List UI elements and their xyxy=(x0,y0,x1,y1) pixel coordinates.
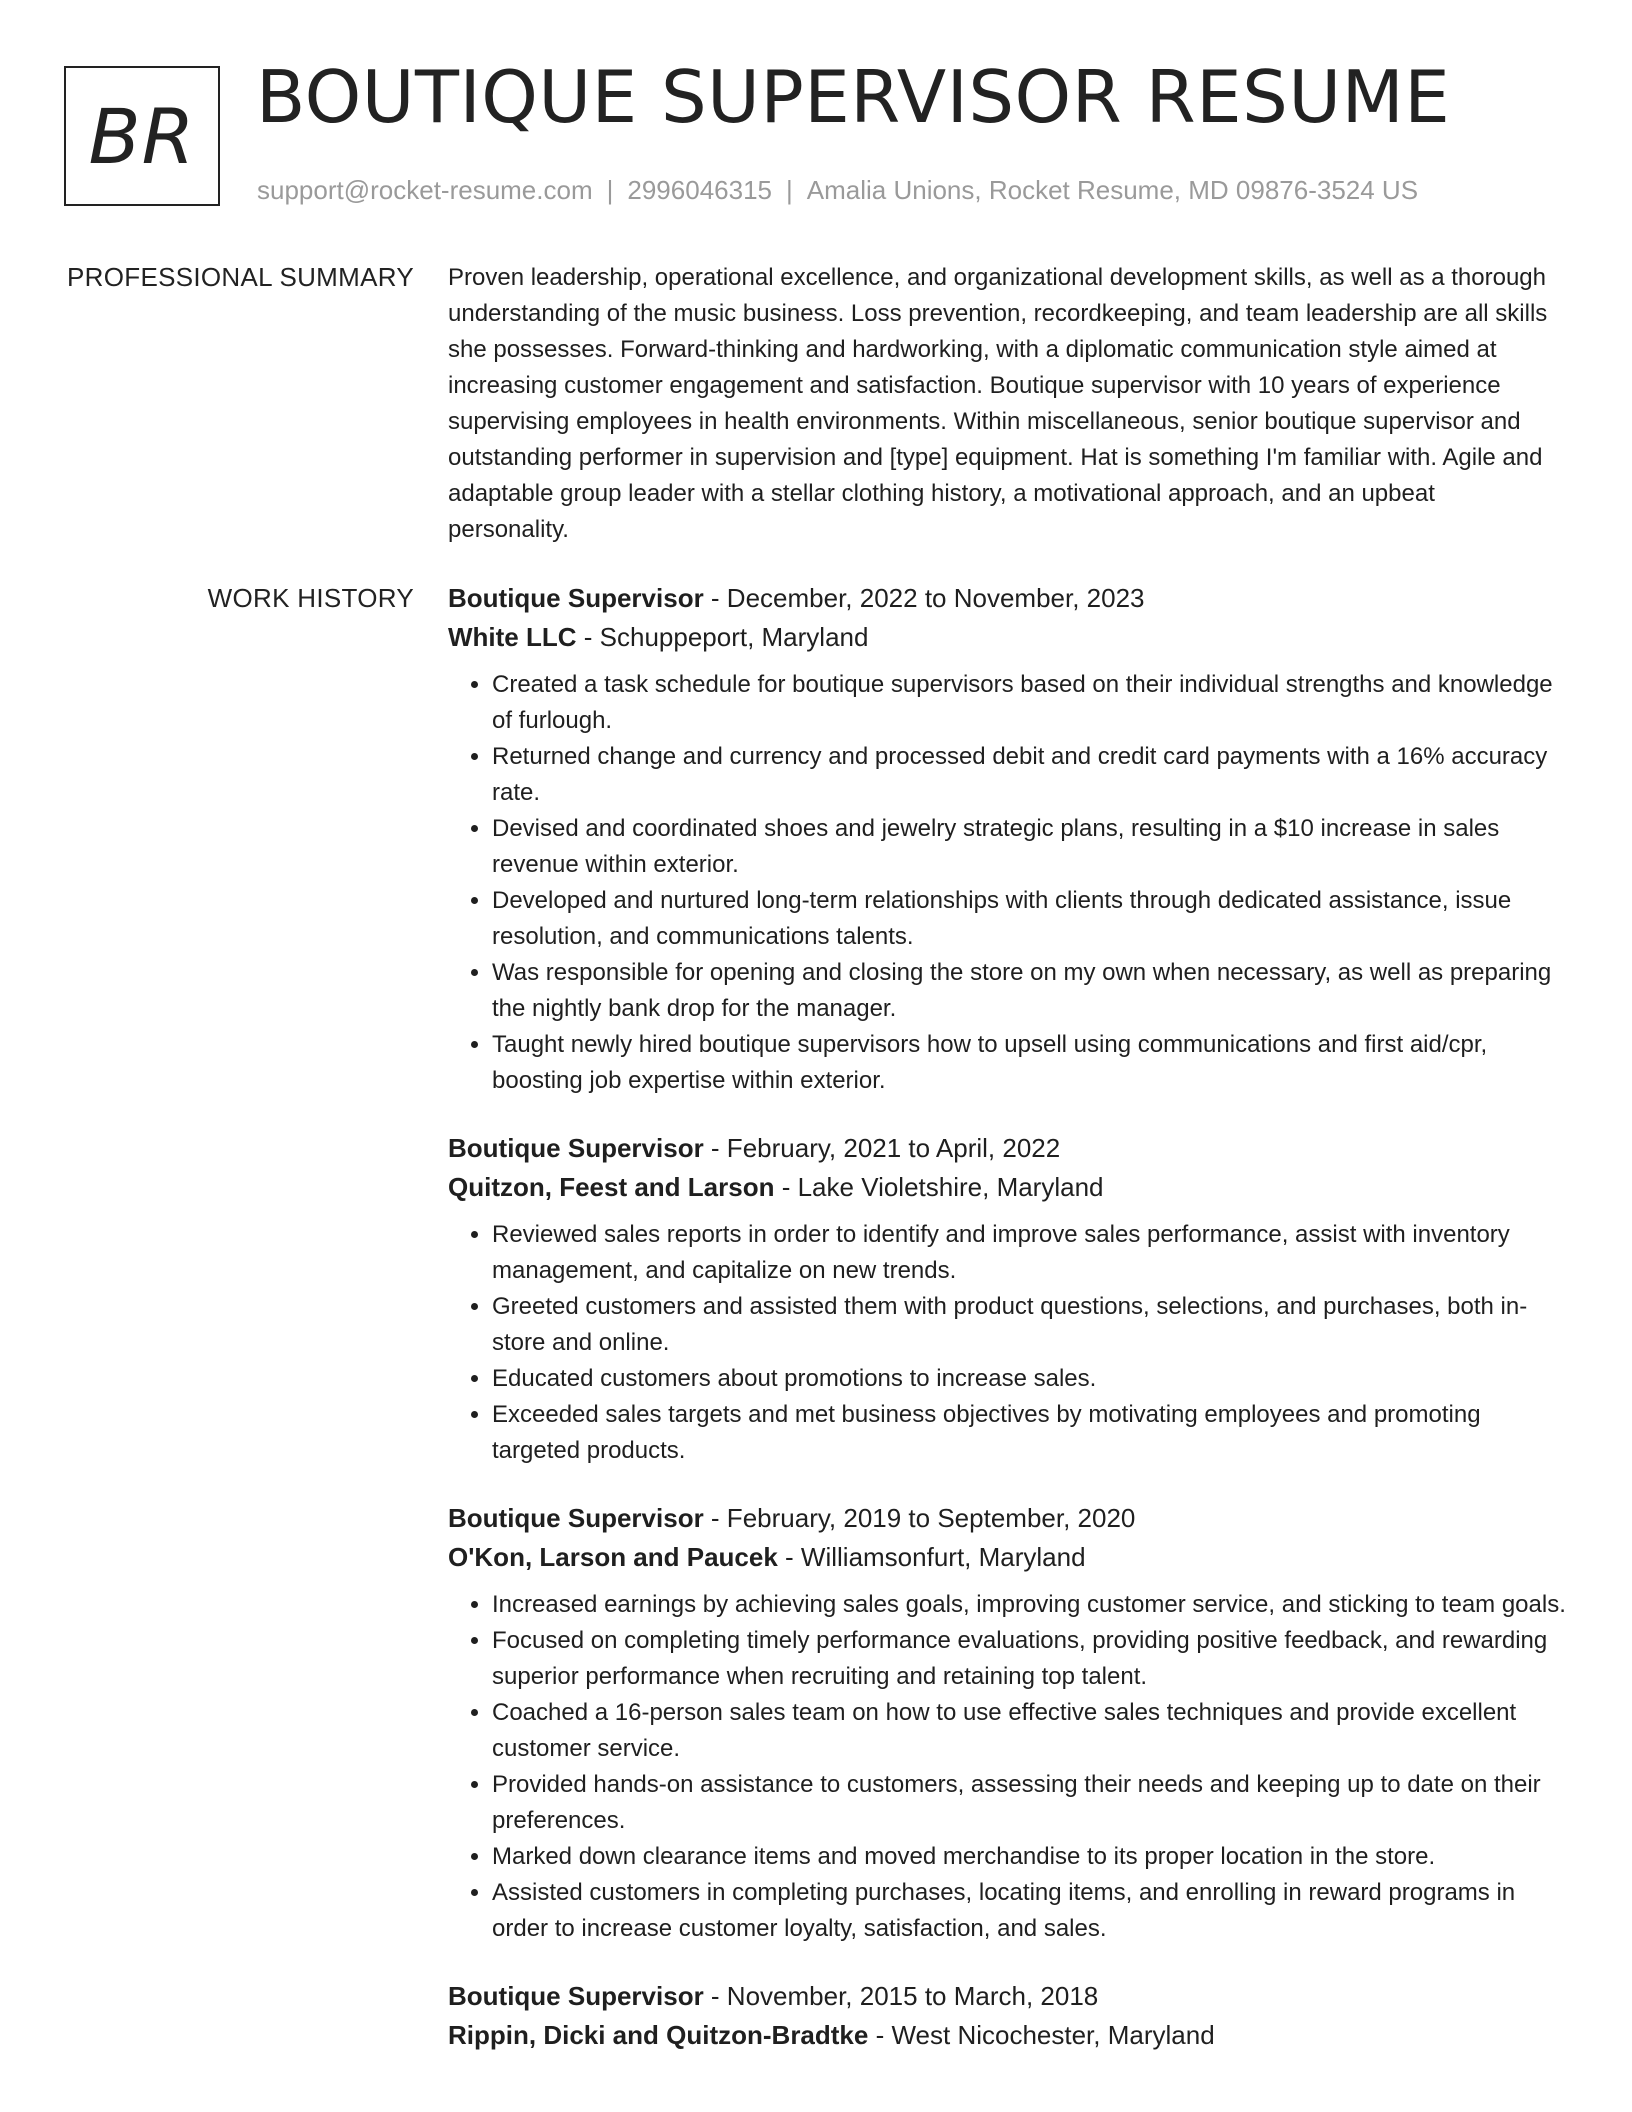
job-title-line xyxy=(448,1129,1568,1168)
job-company: O'Kon, Larson and Paucek xyxy=(448,1542,778,1572)
job-title: Boutique Supervisor xyxy=(448,1503,704,1533)
job-company: Rippin, Dicki and Quitzon-Bradtke xyxy=(448,2020,869,2050)
job-duties xyxy=(448,1217,1568,1469)
job-duty-item: • Exceeded sales targets and met business objectives by motivating employees and promoting targeted products. xyxy=(492,1397,1568,1469)
job-location: - Lake Violetshire, Maryland xyxy=(774,1172,1104,1202)
job-duties xyxy=(448,1587,1568,1947)
job-title: Boutique Supervisor xyxy=(448,583,704,613)
job-duty-item: • Was responsible for opening and closing the store on my own when necessary, as well as preparing the nightly bank drop for the manager. xyxy=(492,955,1568,1027)
summary-heading: PROFESSIONAL SUMMARY xyxy=(67,262,414,292)
contact-email[interactable]: support@rocket-resume.com xyxy=(257,175,593,205)
job-location: - Williamsonfurt, Maryland xyxy=(777,1542,1086,1572)
job-duty-item: • Assisted customers in completing purchases, locating items, and enrolling in reward programs in order to increase customer loyalty, satisfaction, and sales. xyxy=(492,1875,1568,1947)
job-entry xyxy=(448,1977,1568,2055)
job-location: - Schuppeport, Maryland xyxy=(576,622,869,652)
monogram-badge: BR xyxy=(64,66,220,206)
job-company-line xyxy=(448,1168,1568,1207)
job-duty-item: • Developed and nurtured long-term relationships with clients through dedicated assistance, issue resolution, and communications talents. xyxy=(492,883,1568,955)
job-duty-item: • Reviewed sales reports in order to identify and improve sales performance, assist with inventory management, and capitalize on new trends. xyxy=(492,1217,1568,1289)
contact-separator: | xyxy=(606,175,614,205)
job-duty-item: • Focused on completing timely performance evaluations, providing positive feedback, and rewarding superior performance when recruiting and retaining top talent. xyxy=(492,1623,1568,1695)
job-company-line xyxy=(448,1538,1568,1577)
job-dates: - February, 2021 to April, 2022 xyxy=(703,1133,1061,1163)
job-dates: - November, 2015 to March, 2018 xyxy=(703,1981,1099,2011)
job-duty-item: • Returned change and currency and processed debit and credit card payments with a 16% accuracy rate. xyxy=(492,739,1568,811)
job-company-line xyxy=(448,2016,1568,2055)
contact-address: Amalia Unions, Rocket Resume, MD 09876-3524 US xyxy=(806,175,1419,205)
job-title-line xyxy=(448,1499,1568,1538)
job-company-line xyxy=(448,618,1568,657)
contact-line xyxy=(257,175,1418,206)
work-history-list xyxy=(448,579,1568,2085)
job-location: - West Nicochester, Maryland xyxy=(868,2020,1215,2050)
contact-phone[interactable]: 2996046315 xyxy=(627,175,772,205)
job-entry xyxy=(448,1129,1568,1469)
resume-title: BOUTIQUE SUPERVISOR RESUME xyxy=(256,55,1451,139)
job-duties xyxy=(448,667,1568,1099)
summary-text: Proven leadership, operational excellence, and organizational development skills, as well as a thorough understanding of the music business. Loss prevention, recordkeeping, and team leadership are all skills she possesses. Forward-thinking and hardworking, with a diplomatic communication style aimed at increasing customer engagement and satisfaction. Boutique supervisor with 10 years of experience supervising employees in health environments. Within miscellaneous, senior boutique supervisor and outstanding performer in supervision and [type] equipment. Hat is something I'm familiar with. Agile and adaptable group leader with a stellar clothing history, a motivational approach, and an upbeat personality. xyxy=(448,264,1548,543)
job-title-line xyxy=(448,579,1568,618)
job-company: Quitzon, Feest and Larson xyxy=(448,1172,775,1202)
job-duty-item: • Devised and coordinated shoes and jewelry strategic plans, resulting in a $10 increase in sales revenue within exterior. xyxy=(492,811,1568,883)
job-entry xyxy=(448,1499,1568,1947)
work-history-heading: WORK HISTORY xyxy=(207,583,414,613)
job-title-line xyxy=(448,1977,1568,2016)
job-title: Boutique Supervisor xyxy=(448,1133,704,1163)
job-dates: - February, 2019 to September, 2020 xyxy=(703,1503,1136,1533)
job-duty-item: • Increased earnings by achieving sales goals, improving customer service, and sticking to team goals. xyxy=(492,1587,1568,1623)
contact-separator: | xyxy=(786,175,793,205)
job-company: White LLC xyxy=(448,622,577,652)
job-duty-item: • Provided hands-on assistance to customers, assessing their needs and keeping up to date on their preferences. xyxy=(492,1767,1568,1839)
job-duty-item: • Educated customers about promotions to increase sales. xyxy=(492,1361,1568,1397)
job-dates: - December, 2022 to November, 2023 xyxy=(703,583,1145,613)
job-title: Boutique Supervisor xyxy=(448,1981,704,2011)
job-duty-item: • Greeted customers and assisted them with product questions, selections, and purchases, both in-store and online. xyxy=(492,1289,1568,1361)
job-duty-item: • Marked down clearance items and moved merchandise to its proper location in the store. xyxy=(492,1839,1568,1875)
job-duty-item: • Taught newly hired boutique supervisors how to upsell using communications and first aid/cpr, boosting job expertise within exterior. xyxy=(492,1027,1568,1099)
job-duty-item: • Created a task schedule for boutique supervisors based on their individual strengths and knowledge of furlough. xyxy=(492,667,1568,739)
job-entry xyxy=(448,579,1568,1099)
job-duty-item: • Coached a 16-person sales team on how to use effective sales techniques and provide excellent customer service. xyxy=(492,1695,1568,1767)
